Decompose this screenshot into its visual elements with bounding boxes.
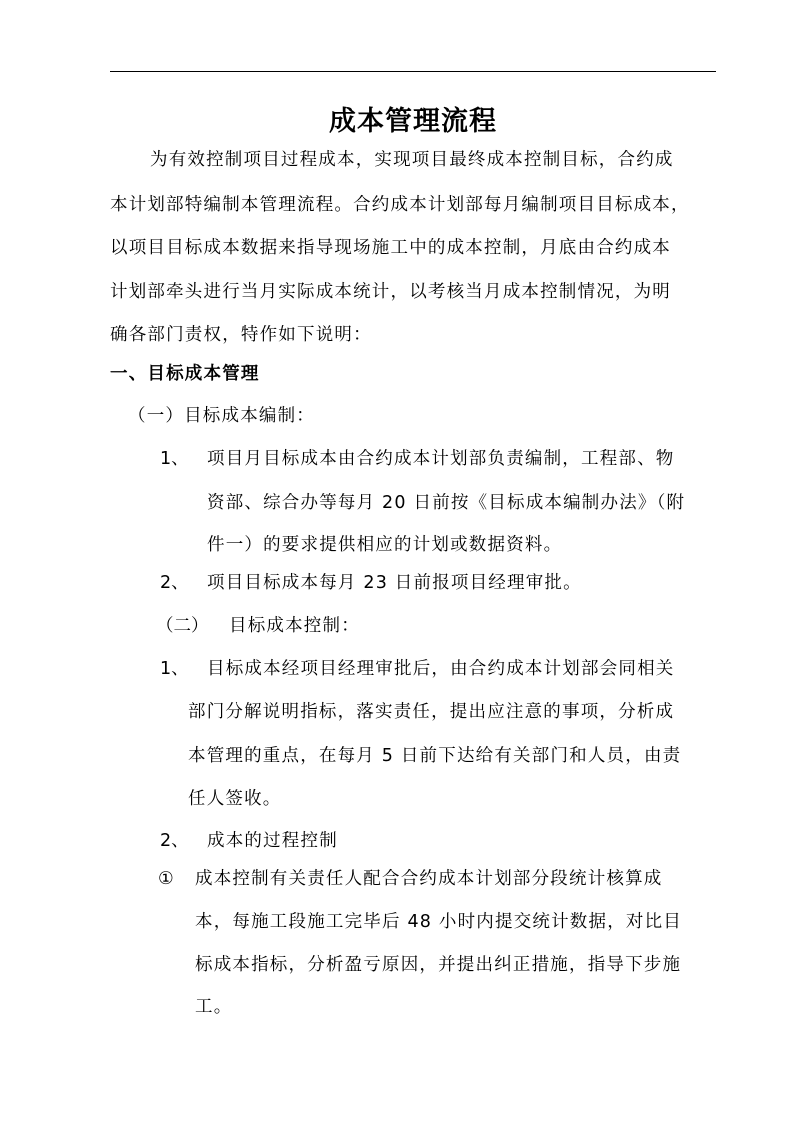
intro-line-4: 计划部牵头进行当月实际成本统计，以考核当月成本控制情况，为明 (110, 282, 671, 302)
subsection-heading-2-text: 目标成本控制： (229, 616, 360, 636)
item-number: 1、 (160, 659, 189, 679)
item-line: 任人签收。 (188, 789, 282, 809)
item-number: 1、 (160, 449, 189, 469)
item-line: 项目目标成本每月 23 日前报项目经理审批。 (207, 573, 582, 593)
item-line: 成本控制有关责任人配合合约成本计划部分段统计核算成 (195, 869, 663, 889)
item-number: 2、 (160, 573, 189, 593)
item-line: 件一）的要求提供相应的计划或数据资料。 (207, 535, 563, 555)
intro-line-1: 为有效控制项目过程成本，实现项目最终成本控制目标，合约成 (150, 150, 674, 170)
item-line: 部门分解说明指标，落实责任，提出应注意的事项，分析成 (188, 702, 675, 722)
item-line: 成本的过程控制 (207, 831, 338, 851)
subsection-heading-1: （一）目标成本编制： (128, 406, 315, 426)
item-line: 本，每施工段施工完毕后 48 小时内提交统计数据，对比目 (195, 912, 682, 932)
section-heading: 一、目标成本管理 (110, 364, 260, 384)
intro-line-5: 确各部门责权，特作如下说明： (110, 325, 372, 345)
item-number: 2、 (160, 831, 189, 851)
item-line: 目标成本经项目经理审批后，由合约成本计划部会同相关 (207, 659, 675, 679)
intro-line-3: 以项目目标成本数据来指导现场施工中的成本控制，月底由合约成本 (110, 238, 671, 258)
subsection-heading-2-number: （二） (156, 616, 209, 636)
page-title: 成本管理流程 (329, 106, 497, 137)
item-line: 本管理的重点，在每月 5 日前下达给有关部门和人员，由责 (188, 746, 682, 766)
intro-line-2: 本计划部特编制本管理流程。合约成本计划部每月编制项目目标成本， (110, 195, 690, 215)
header-rule (110, 71, 716, 72)
item-line: 工。 (195, 997, 233, 1017)
item-number: ① (158, 869, 174, 889)
item-line: 标成本指标，分析盈亏原因，并提出纠正措施，指导下步施 (195, 955, 682, 975)
item-line: 资部、综合办等每月 20 日前按《目标成本编制办法》（附 (207, 493, 686, 513)
item-line: 项目月目标成本由合约成本计划部负责编制，工程部、物 (207, 449, 675, 469)
